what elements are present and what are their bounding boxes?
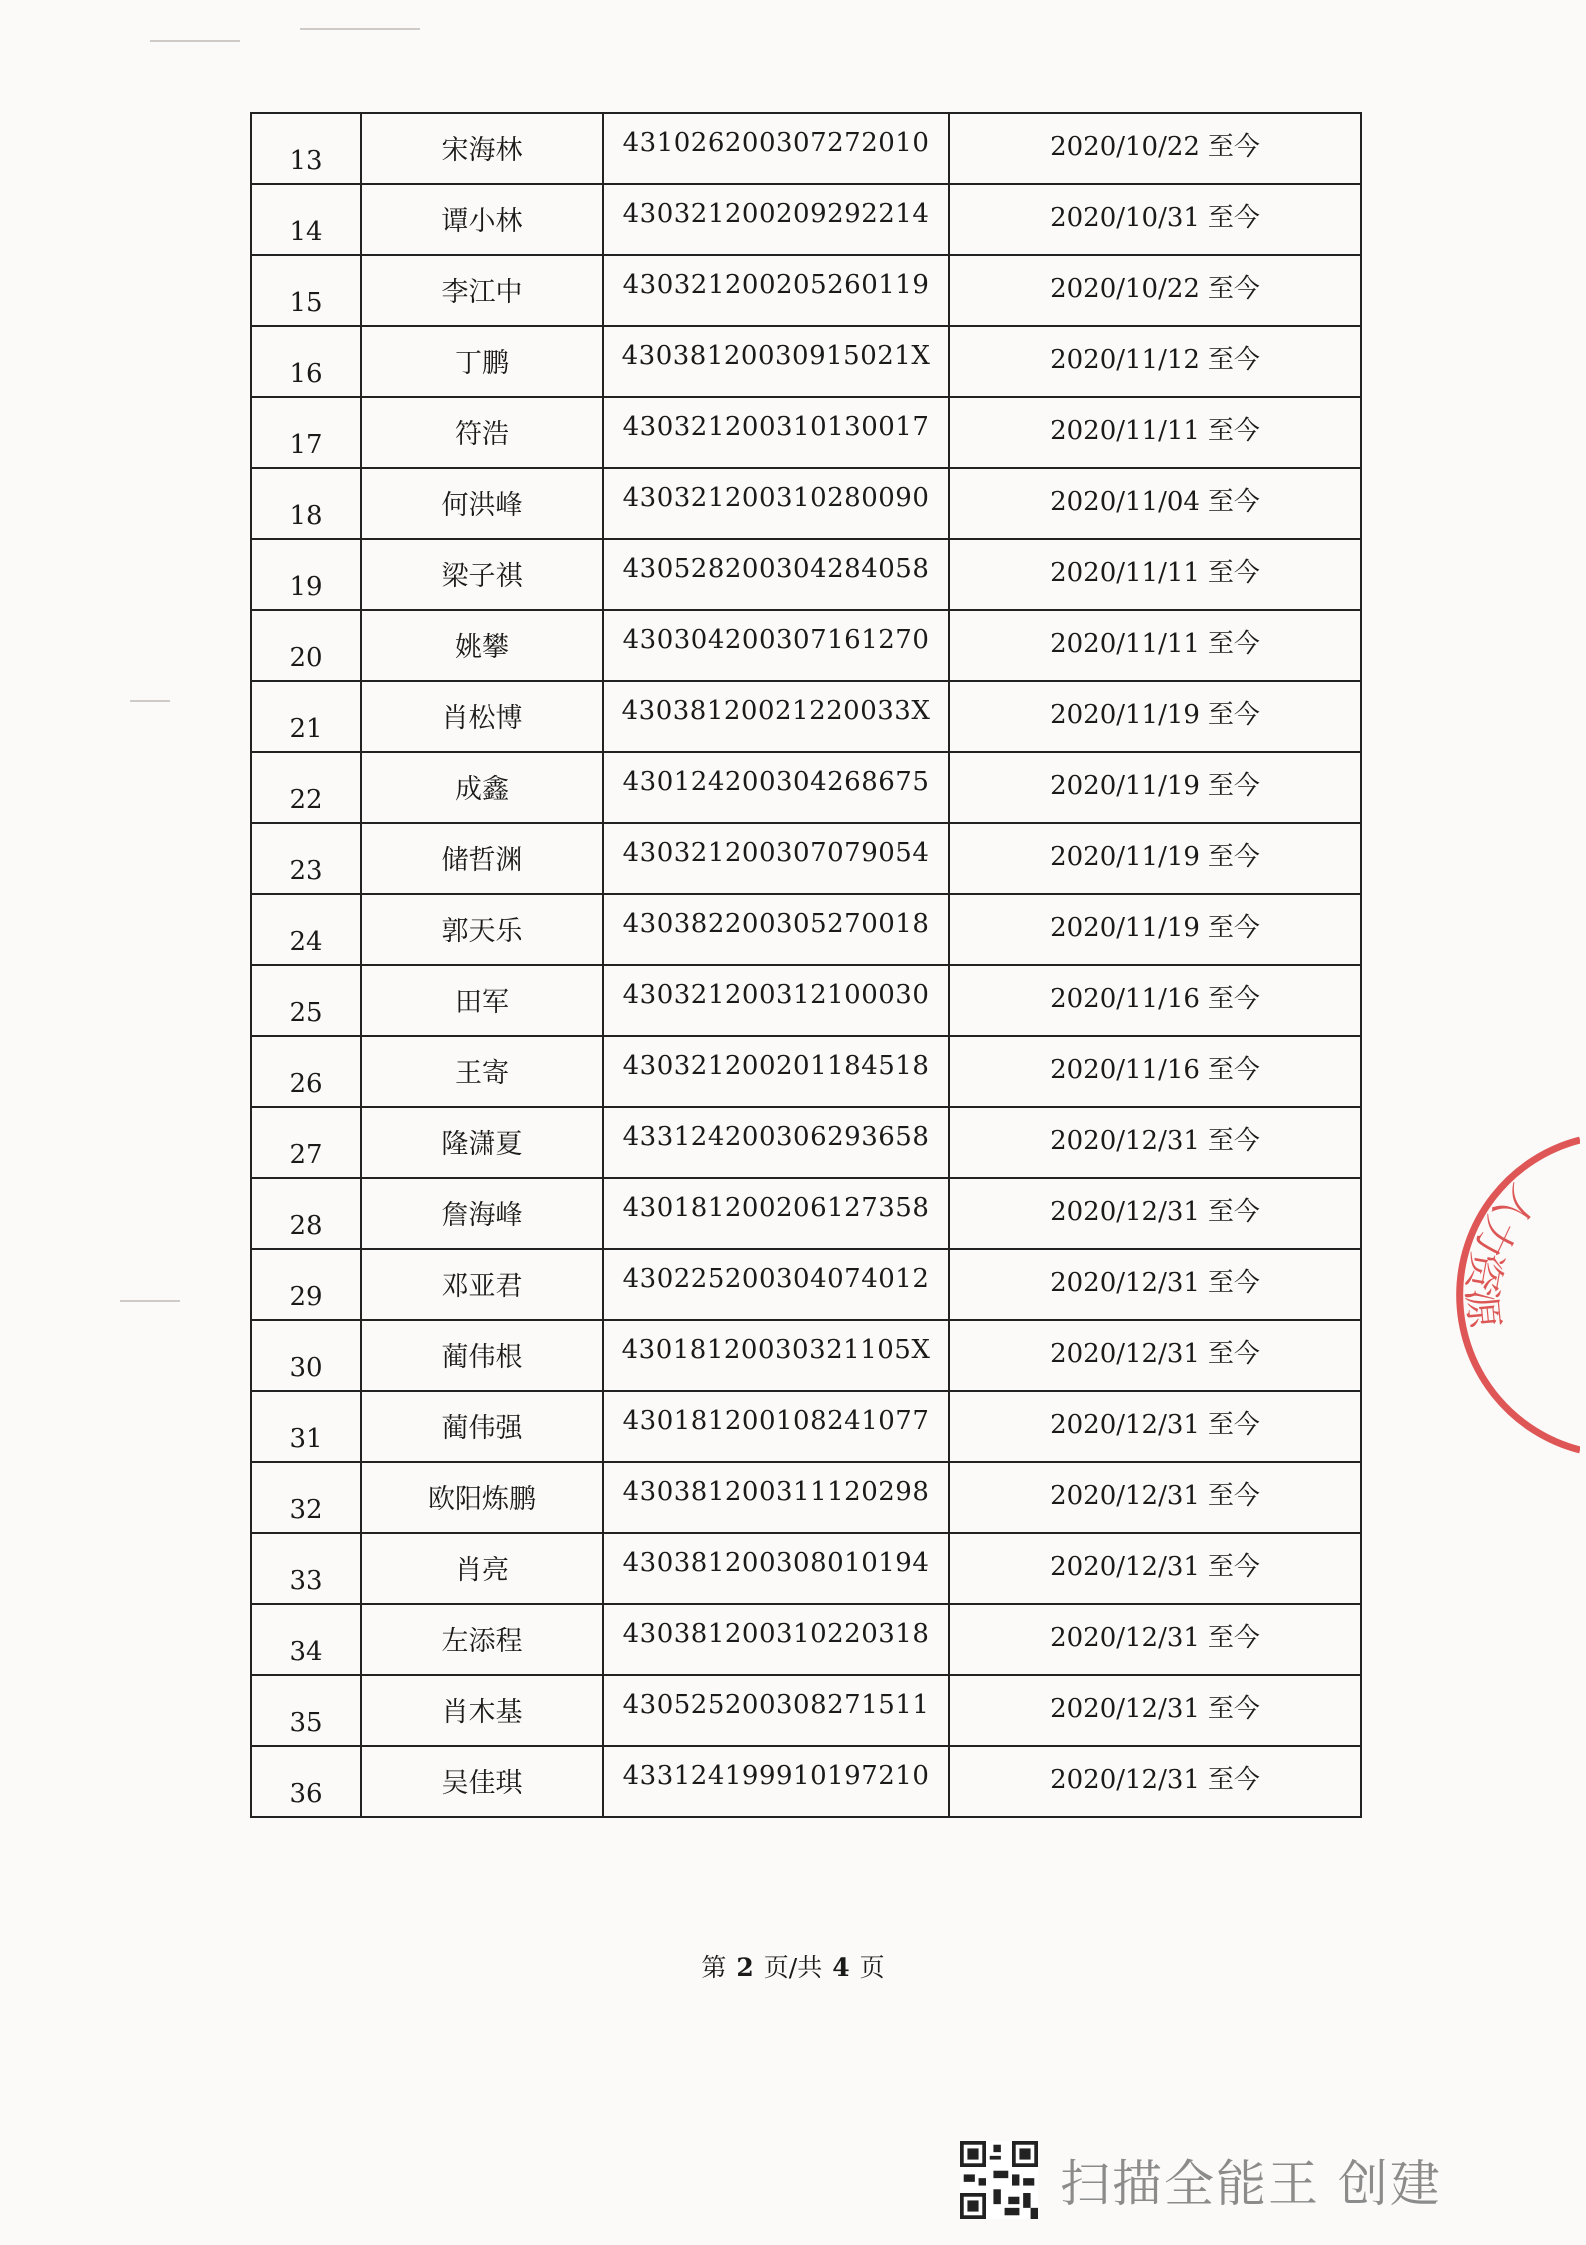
start-date-text: 2020/12/31	[1050, 1126, 1200, 1156]
id-number-text: 430321200307079054	[622, 838, 930, 868]
table-row	[251, 326, 1361, 397]
id-number-text: 430381200310220318	[622, 1619, 930, 1649]
id-number-cell	[603, 1320, 949, 1391]
name-cell	[361, 1249, 603, 1320]
id-number-text: 430382200305270018	[622, 909, 930, 939]
employment-period-text	[950, 978, 1360, 1015]
roster-table-body	[251, 113, 1361, 1817]
id-number-cell	[603, 1249, 949, 1320]
name-cell	[361, 1107, 603, 1178]
row-number-text: 22	[289, 785, 323, 815]
svg-text:人力资源: 人力资源	[1457, 1175, 1545, 1330]
start-date-text: 2020/11/11	[1050, 558, 1200, 588]
scanner-watermark	[960, 2140, 1442, 2220]
row-number-text: 35	[289, 1708, 323, 1738]
id-number-text: 430304200307161270	[622, 625, 930, 655]
employment-period-text	[950, 197, 1360, 234]
employment-date-cell	[949, 1462, 1361, 1533]
employment-date-cell	[949, 113, 1361, 184]
start-date-text: 2020/11/19	[1050, 842, 1200, 872]
employment-period-text	[950, 1688, 1360, 1725]
id-number-cell	[603, 1107, 949, 1178]
id-number-cell	[603, 681, 949, 752]
name-text: 詹海峰	[441, 1200, 523, 1231]
row-number-cell	[251, 1249, 361, 1320]
employment-period-text	[950, 1617, 1360, 1654]
start-date-text: 2020/12/31	[1050, 1197, 1200, 1227]
status-text: 至今	[1207, 1197, 1260, 1227]
table-row	[251, 823, 1361, 894]
id-number-text: 430181200108241077	[622, 1406, 930, 1436]
start-date-text: 2020/12/31	[1050, 1410, 1200, 1440]
row-number-cell	[251, 539, 361, 610]
start-date-text: 2020/12/31	[1050, 1481, 1200, 1511]
status-text: 至今	[1207, 629, 1260, 659]
employment-period-text	[950, 694, 1360, 731]
status-text: 至今	[1207, 558, 1260, 588]
start-date-text: 2020/11/16	[1050, 1055, 1200, 1085]
id-number-cell	[603, 1675, 949, 1746]
row-number-cell	[251, 397, 361, 468]
name-cell	[361, 965, 603, 1036]
name-cell	[361, 1675, 603, 1746]
row-number-cell	[251, 1107, 361, 1178]
employment-period-text	[950, 907, 1360, 944]
employment-period-text	[950, 1191, 1360, 1228]
row-number-cell	[251, 965, 361, 1036]
employment-date-cell	[949, 894, 1361, 965]
id-number-cell	[603, 184, 949, 255]
name-text: 肖松博	[441, 703, 523, 734]
employment-period-text	[950, 1404, 1360, 1441]
id-number-text: 430321200310280090	[622, 483, 930, 513]
table-row	[251, 681, 1361, 752]
row-number-text: 21	[289, 714, 323, 744]
roster-table-wrapper	[250, 112, 1352, 1818]
id-number-cell	[603, 894, 949, 965]
row-number-text: 32	[289, 1495, 323, 1525]
employment-date-cell	[949, 681, 1361, 752]
start-date-text: 2020/10/22	[1050, 132, 1200, 162]
employment-date-cell	[949, 1391, 1361, 1462]
id-number-cell	[603, 823, 949, 894]
status-text: 至今	[1207, 416, 1260, 446]
employment-date-cell	[949, 1746, 1361, 1817]
row-number-cell	[251, 1746, 361, 1817]
name-text: 吴佳琪	[441, 1768, 523, 1799]
name-text: 李江中	[441, 277, 523, 308]
id-number-text: 430321200209292214	[622, 199, 930, 229]
name-text: 谭小林	[441, 206, 523, 237]
name-cell	[361, 1320, 603, 1391]
id-number-cell	[603, 1604, 949, 1675]
name-text: 肖亮	[455, 1555, 509, 1586]
id-number-text: 430381200308010194	[622, 1548, 930, 1578]
id-number-text: 430528200304284058	[622, 554, 930, 584]
row-number-text: 27	[289, 1140, 323, 1170]
row-number-text: 29	[289, 1282, 323, 1312]
name-text: 丁鹏	[455, 348, 509, 379]
name-cell	[361, 1604, 603, 1675]
status-text: 至今	[1207, 132, 1260, 162]
table-row	[251, 1249, 1361, 1320]
name-cell	[361, 610, 603, 681]
row-number-text: 23	[289, 856, 323, 886]
status-text: 至今	[1207, 1126, 1260, 1156]
name-cell	[361, 184, 603, 255]
start-date-text: 2020/12/31	[1050, 1694, 1200, 1724]
roster-table	[250, 112, 1362, 1818]
row-number-text: 24	[289, 927, 323, 957]
id-number-text: 43038120030915021X	[621, 341, 931, 371]
employment-date-cell	[949, 965, 1361, 1036]
id-number-cell	[603, 397, 949, 468]
status-text: 至今	[1207, 1552, 1260, 1582]
footer-suffix: 页	[859, 1953, 885, 1982]
row-number-text: 20	[289, 643, 323, 673]
row-number-cell	[251, 1533, 361, 1604]
row-number-cell	[251, 1675, 361, 1746]
name-cell	[361, 1746, 603, 1817]
row-number-cell	[251, 1604, 361, 1675]
table-row	[251, 1746, 1361, 1817]
employment-date-cell	[949, 610, 1361, 681]
status-text: 至今	[1207, 984, 1260, 1014]
id-number-cell	[603, 752, 949, 823]
employment-date-cell	[949, 1036, 1361, 1107]
row-number-text: 30	[289, 1353, 323, 1383]
id-number-text: 430381200311120298	[622, 1477, 930, 1507]
name-cell	[361, 894, 603, 965]
name-text: 欧阳炼鹏	[428, 1484, 536, 1515]
employment-period-text	[950, 481, 1360, 518]
current-page-number: 2	[736, 1953, 754, 1982]
table-row	[251, 1604, 1361, 1675]
id-number-text: 433124200306293658	[622, 1122, 930, 1152]
employment-date-cell	[949, 1320, 1361, 1391]
name-cell	[361, 113, 603, 184]
total-pages-number: 4	[832, 1953, 850, 1982]
employment-date-cell	[949, 752, 1361, 823]
employment-period-text	[950, 410, 1360, 447]
row-number-cell	[251, 1036, 361, 1107]
name-cell	[361, 397, 603, 468]
employment-period-text	[950, 1475, 1360, 1512]
name-text: 储哲渊	[441, 845, 523, 876]
name-text: 左添程	[441, 1626, 523, 1657]
start-date-text: 2020/11/04	[1050, 487, 1200, 517]
start-date-text: 2020/11/16	[1050, 984, 1200, 1014]
start-date-text: 2020/10/31	[1050, 203, 1200, 233]
id-number-cell	[603, 113, 949, 184]
status-text: 至今	[1207, 1268, 1260, 1298]
employment-date-cell	[949, 1604, 1361, 1675]
status-text: 至今	[1207, 1339, 1260, 1369]
status-text: 至今	[1207, 1410, 1260, 1440]
table-row	[251, 610, 1361, 681]
employment-date-cell	[949, 184, 1361, 255]
name-cell	[361, 823, 603, 894]
name-text: 邓亚君	[441, 1271, 523, 1302]
name-text: 何洪峰	[441, 490, 523, 521]
employment-period-text	[950, 268, 1360, 305]
employment-period-text	[950, 1546, 1360, 1583]
row-number-cell	[251, 184, 361, 255]
name-cell	[361, 1391, 603, 1462]
employment-date-cell	[949, 823, 1361, 894]
row-number-text: 13	[289, 146, 323, 176]
employment-date-cell	[949, 326, 1361, 397]
row-number-cell	[251, 1178, 361, 1249]
name-cell	[361, 326, 603, 397]
id-number-cell	[603, 468, 949, 539]
employment-period-text	[950, 126, 1360, 163]
id-number-text: 430525200308271511	[622, 1690, 930, 1720]
row-number-text: 33	[289, 1566, 323, 1596]
row-number-cell	[251, 610, 361, 681]
name-text: 宋海林	[441, 135, 523, 166]
name-cell	[361, 1533, 603, 1604]
table-row	[251, 1107, 1361, 1178]
row-number-text: 17	[289, 430, 323, 460]
name-cell	[361, 1178, 603, 1249]
id-number-text: 430181200206127358	[622, 1193, 930, 1223]
start-date-text: 2020/11/19	[1050, 700, 1200, 730]
id-number-cell	[603, 1533, 949, 1604]
id-number-text: 430321200312100030	[622, 980, 930, 1010]
row-number-cell	[251, 468, 361, 539]
employment-period-text	[950, 1049, 1360, 1086]
status-text: 至今	[1207, 842, 1260, 872]
row-number-text: 28	[289, 1211, 323, 1241]
footer-middle: 页/共	[763, 1953, 823, 1982]
id-number-cell	[603, 255, 949, 326]
status-text: 至今	[1207, 1481, 1260, 1511]
status-text: 至今	[1207, 1694, 1260, 1724]
name-text: 蔺伟强	[441, 1413, 523, 1444]
id-number-text: 433124199910197210	[622, 1761, 930, 1791]
employment-period-text	[950, 1333, 1360, 1370]
status-text: 至今	[1207, 274, 1260, 304]
status-text: 至今	[1207, 203, 1260, 233]
row-number-cell	[251, 823, 361, 894]
status-text: 至今	[1207, 771, 1260, 801]
name-text: 肖木基	[441, 1697, 523, 1728]
employment-period-text	[950, 623, 1360, 660]
table-row	[251, 1675, 1361, 1746]
id-number-text: 431026200307272010	[622, 128, 930, 158]
employment-date-cell	[949, 397, 1361, 468]
table-row	[251, 1462, 1361, 1533]
id-number-text: 430124200304268675	[622, 767, 930, 797]
table-row	[251, 184, 1361, 255]
id-number-cell	[603, 965, 949, 1036]
status-text: 至今	[1207, 345, 1260, 375]
employment-period-text	[950, 1759, 1360, 1796]
id-number-cell	[603, 1462, 949, 1533]
employment-date-cell	[949, 1675, 1361, 1746]
employment-date-cell	[949, 1107, 1361, 1178]
name-text: 姚攀	[455, 632, 509, 663]
employment-period-text	[950, 339, 1360, 376]
status-text: 至今	[1207, 913, 1260, 943]
row-number-cell	[251, 894, 361, 965]
name-cell	[361, 1462, 603, 1533]
row-number-text: 34	[289, 1637, 323, 1667]
name-text: 郭天乐	[441, 916, 523, 947]
name-cell	[361, 681, 603, 752]
id-number-cell	[603, 1036, 949, 1107]
name-cell	[361, 539, 603, 610]
table-row	[251, 113, 1361, 184]
row-number-text: 25	[289, 998, 323, 1028]
employment-date-cell	[949, 255, 1361, 326]
status-text: 至今	[1207, 700, 1260, 730]
employment-period-text	[950, 552, 1360, 589]
employment-period-text	[950, 765, 1360, 802]
row-number-text: 14	[289, 217, 323, 247]
status-text: 至今	[1207, 1055, 1260, 1085]
scanner-watermark-text: 扫描全能王 创建	[1060, 2155, 1442, 2213]
row-number-text: 16	[289, 359, 323, 389]
table-row	[251, 397, 1361, 468]
id-number-cell	[603, 539, 949, 610]
start-date-text: 2020/11/11	[1050, 416, 1200, 446]
employment-date-cell	[949, 539, 1361, 610]
table-row	[251, 1391, 1361, 1462]
start-date-text: 2020/12/31	[1050, 1765, 1200, 1795]
employment-period-text	[950, 1262, 1360, 1299]
id-number-text: 430321200201184518	[622, 1051, 930, 1081]
qr-code-icon	[960, 2141, 1038, 2219]
status-text: 至今	[1207, 1765, 1260, 1795]
employment-date-cell	[949, 1178, 1361, 1249]
id-number-cell	[603, 1391, 949, 1462]
id-number-text: 430321200310130017	[622, 412, 930, 442]
row-number-cell	[251, 1320, 361, 1391]
row-number-cell	[251, 681, 361, 752]
row-number-cell	[251, 1462, 361, 1533]
name-text: 蔺伟根	[441, 1342, 523, 1373]
id-number-text: 43038120021220033X	[621, 696, 931, 726]
start-date-text: 2020/11/19	[1050, 913, 1200, 943]
id-number-text: 430225200304074012	[622, 1264, 930, 1294]
official-seal-stamp	[1440, 1130, 1580, 1460]
row-number-text: 15	[289, 288, 323, 318]
start-date-text: 2020/10/22	[1050, 274, 1200, 304]
id-number-text: 430321200205260119	[622, 270, 930, 300]
name-cell	[361, 468, 603, 539]
name-text: 梁子祺	[441, 561, 523, 592]
table-row	[251, 255, 1361, 326]
name-text: 田军	[455, 987, 509, 1018]
start-date-text: 2020/12/31	[1050, 1623, 1200, 1653]
employment-period-text	[950, 836, 1360, 873]
employment-date-cell	[949, 468, 1361, 539]
start-date-text: 2020/11/19	[1050, 771, 1200, 801]
name-cell	[361, 1036, 603, 1107]
name-text: 符浩	[455, 419, 509, 450]
id-number-cell	[603, 1178, 949, 1249]
start-date-text: 2020/12/31	[1050, 1339, 1200, 1369]
table-row	[251, 965, 1361, 1036]
table-row	[251, 468, 1361, 539]
start-date-text: 2020/11/11	[1050, 629, 1200, 659]
employment-period-text	[950, 1120, 1360, 1157]
page-footer	[0, 1948, 1586, 1984]
footer-prefix: 第	[701, 1953, 727, 1982]
table-row	[251, 539, 1361, 610]
id-number-cell	[603, 610, 949, 681]
id-number-cell	[603, 326, 949, 397]
row-number-cell	[251, 1391, 361, 1462]
row-number-text: 26	[289, 1069, 323, 1099]
table-row	[251, 894, 1361, 965]
table-row	[251, 1178, 1361, 1249]
employment-date-cell	[949, 1249, 1361, 1320]
name-text: 隆潇夏	[441, 1129, 523, 1160]
employment-date-cell	[949, 1533, 1361, 1604]
name-text: 成鑫	[455, 774, 509, 805]
id-number-cell	[603, 1746, 949, 1817]
start-date-text: 2020/11/12	[1050, 345, 1200, 375]
row-number-cell	[251, 113, 361, 184]
row-number-cell	[251, 752, 361, 823]
name-cell	[361, 255, 603, 326]
name-text: 王寄	[455, 1058, 509, 1089]
row-number-text: 31	[289, 1424, 323, 1454]
row-number-cell	[251, 255, 361, 326]
row-number-text: 36	[289, 1779, 323, 1809]
row-number-text: 19	[289, 572, 323, 602]
status-text: 至今	[1207, 487, 1260, 517]
row-number-text: 18	[289, 501, 323, 531]
table-row	[251, 1320, 1361, 1391]
table-row	[251, 1533, 1361, 1604]
table-row	[251, 1036, 1361, 1107]
start-date-text: 2020/12/31	[1050, 1552, 1200, 1582]
table-row	[251, 752, 1361, 823]
status-text: 至今	[1207, 1623, 1260, 1653]
row-number-cell	[251, 326, 361, 397]
start-date-text: 2020/12/31	[1050, 1268, 1200, 1298]
id-number-text: 43018120030321105X	[621, 1335, 931, 1365]
name-cell	[361, 752, 603, 823]
